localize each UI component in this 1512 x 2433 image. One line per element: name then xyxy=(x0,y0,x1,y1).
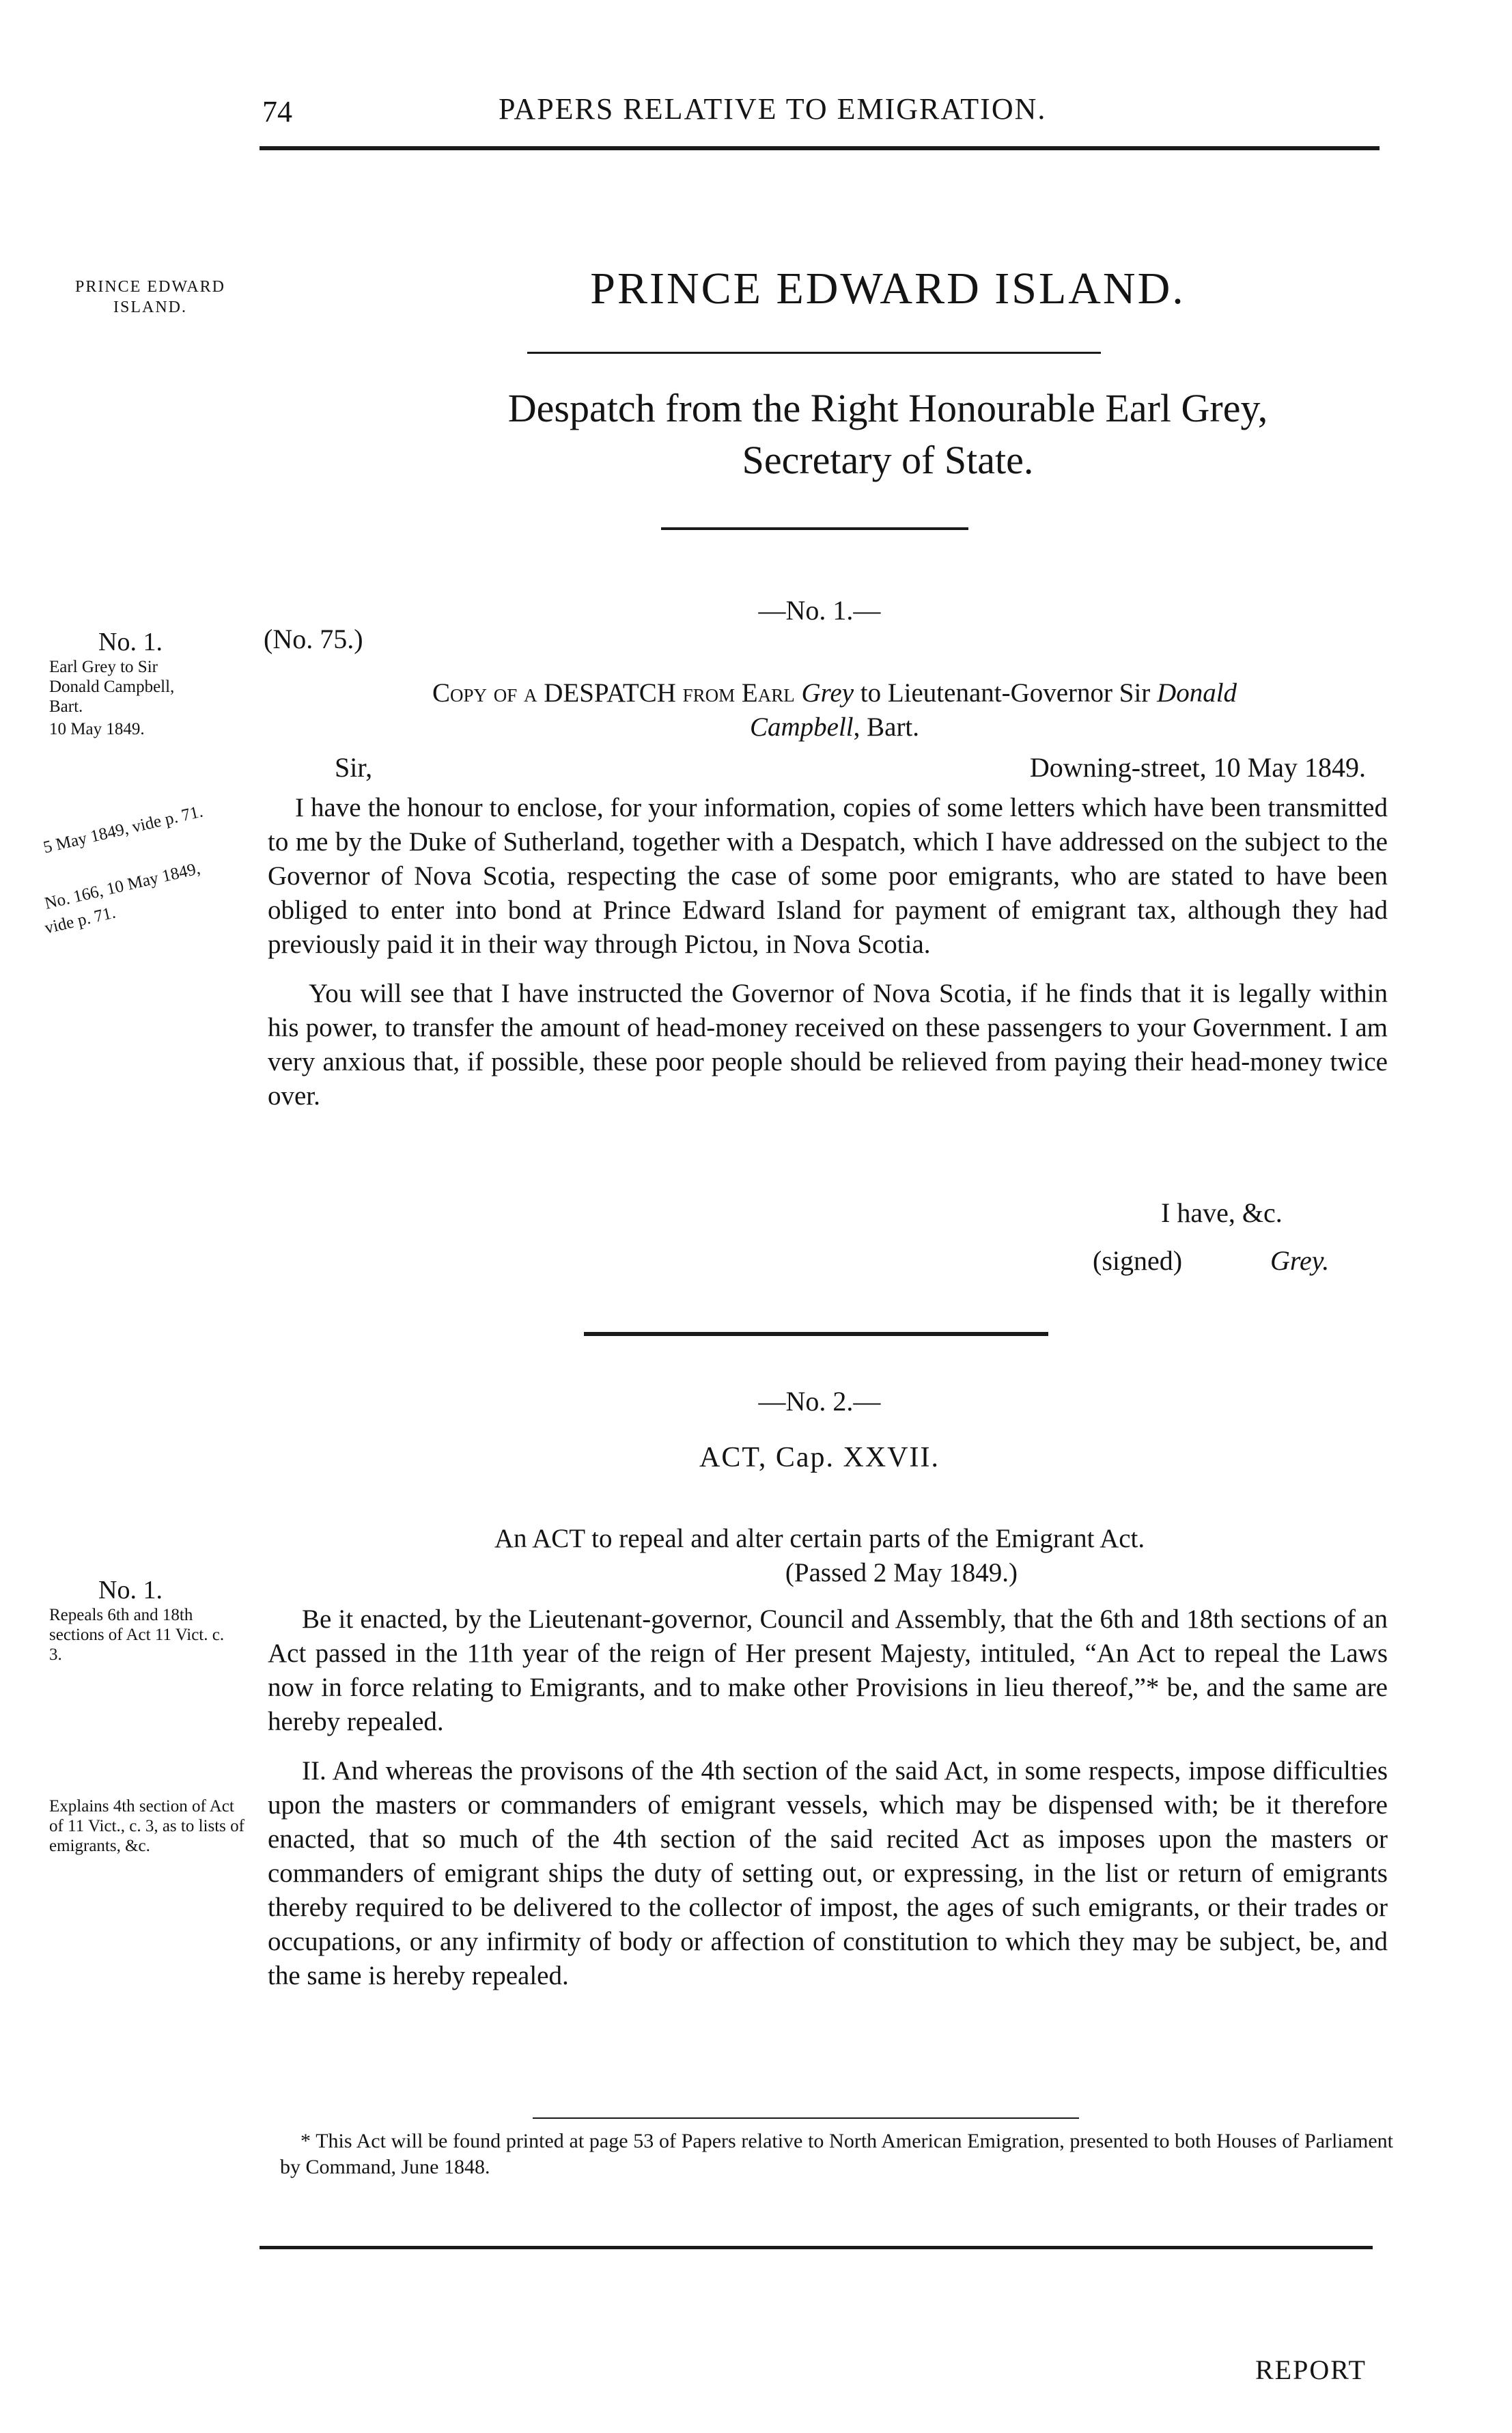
subtitle xyxy=(307,383,1468,486)
act-section-1: Be it enacted, by the Lieutenant-governor, Council and Assembly, that the 6th and 18th sections of an Act passed in the 11th year of the reign of Her present Majesty, intituled, “An Act to repeal the Laws now in force relating to Emigrants, and to make other Provisions in lieu thereof,”* be, and the same are hereby repealed. xyxy=(268,1604,1388,1736)
subtitle-divider xyxy=(661,527,968,530)
despatch-heading-mid: to Lieutenant-Governor Sir xyxy=(854,678,1158,708)
act-title-line: An ACT to repeal and alter certain parts of the Emigrant Act. xyxy=(494,1524,1145,1553)
date-line: Downing-street, 10 May 1849. xyxy=(1029,752,1366,783)
margin-act-note1: Repeals 6th and 18th sections of Act 11 Vict. c. 3. xyxy=(49,1606,225,1664)
despatch-end-rule xyxy=(584,1332,1048,1336)
signature: Grey. xyxy=(1270,1245,1330,1276)
margin-ref-2b: vide p. 71. xyxy=(42,903,117,938)
despatch-heading-bart: , Bart. xyxy=(853,712,920,742)
despatch-body xyxy=(268,791,1388,1113)
margin-act-note2: Explains 4th section of Act of 11 Vict., c. 3, as to lists of emigrants, &c. xyxy=(49,1797,244,1855)
act-title xyxy=(260,1522,1380,1590)
footnote-rule xyxy=(533,2117,1079,2119)
footnote: * This Act will be found printed at page 53 of Papers relative to North American Emigration, presented to both Houses of Parliament by Command, June 1848. xyxy=(280,2130,1393,2178)
title-divider xyxy=(527,352,1101,354)
margin-act-number: No. 1. xyxy=(98,1576,163,1604)
act-passed: (Passed 2 May 1849.) xyxy=(785,1558,1018,1587)
margin-despatch-line3: Bart. xyxy=(49,697,83,716)
despatch-paragraph-2: You will see that I have instructed the Governor of Nova Scotia, if he finds that it is legally within his power, to transfer the amount of head-money received on these passengers to your Government. I am very anxious that, if possible, these poor people should be relieved from paying their head-money twice over. xyxy=(268,979,1388,1111)
page-title: PRINCE EDWARD ISLAND. xyxy=(590,264,1186,314)
margin-despatch-number: No. 1. xyxy=(98,628,163,656)
despatch-heading-donald: Donald xyxy=(1157,678,1237,708)
margin-act xyxy=(49,1575,254,1665)
margin-despatch-line1: Earl Grey to Sir xyxy=(49,658,158,676)
subtitle-line-1: Despatch from the Right Honourable Earl Grey, xyxy=(507,386,1268,430)
margin-despatch xyxy=(49,627,254,739)
act-section-2: II. And whereas the provisons of the 4th section of the said Act, in some respects, impose difficulties upon the masters or commanders of emigrant vessels, which may be dispensed with; be it therefore enacted, that so much of the 4th section of the said recited Act as imposes upon the masters or commanders of emigrant ships the duty of setting out, or expressing, in the list or return of emigrants thereby required to be delivered to the collector of impost, the ages of such emigrants, or their trades or occupations, or any infirmity of body or affection of constitution to which they may be subject, be, and the same is hereby repealed. xyxy=(268,1756,1388,1990)
margin-ref-1: 5 May 1849, vide p. 71. xyxy=(41,802,205,857)
closing: I have, &c. xyxy=(1161,1197,1283,1228)
margin-despatch-date: 10 May 1849. xyxy=(49,720,145,738)
act-body xyxy=(268,1602,1388,1993)
despatch-heading-lead: Copy of a DESPATCH from Earl xyxy=(432,678,802,708)
header-rule xyxy=(260,146,1380,150)
despatch-heading xyxy=(281,676,1388,745)
signed-label: (signed) xyxy=(1093,1245,1183,1276)
running-title: PAPERS RELATIVE TO EMIGRATION. xyxy=(499,92,1047,126)
subtitle-line-2: Secretary of State. xyxy=(742,438,1034,482)
margin-heading: PRINCE EDWARD ISLAND. xyxy=(74,278,225,316)
act-number-heading: —No. 2.— xyxy=(758,1386,881,1417)
despatch-heading-grey: Grey xyxy=(801,678,854,708)
page-number: 74 xyxy=(262,95,292,128)
act-heading: ACT, Cap. XXVII. xyxy=(699,1442,940,1473)
salutation: Sir, xyxy=(335,752,373,783)
catchword: REPORT xyxy=(1255,2354,1367,2385)
margin-despatch-line2: Donald Campbell, xyxy=(49,678,175,696)
paper-number: (No. 75.) xyxy=(264,624,363,654)
page-bottom-rule xyxy=(260,2246,1373,2249)
despatch-number-heading: —No. 1.— xyxy=(758,595,881,626)
margin-ref-2: No. 166, 10 May 1849, xyxy=(42,859,202,913)
despatch-paragraph-1: I have the honour to enclose, for your information, copies of some letters which have been transmitted to me by the Duke of Sutherland, together with a Despatch, which I have addressed on the subject to the Governor of Nova Scotia, respecting the case of some poor emigrants, who are stated to have been obliged to enter into bond at Prince Edward Island for payment of emigrant tax, although they had previously paid it in their way through Pictou, in Nova Scotia. xyxy=(268,793,1388,959)
despatch-heading-campbell: Campbell xyxy=(749,712,854,742)
